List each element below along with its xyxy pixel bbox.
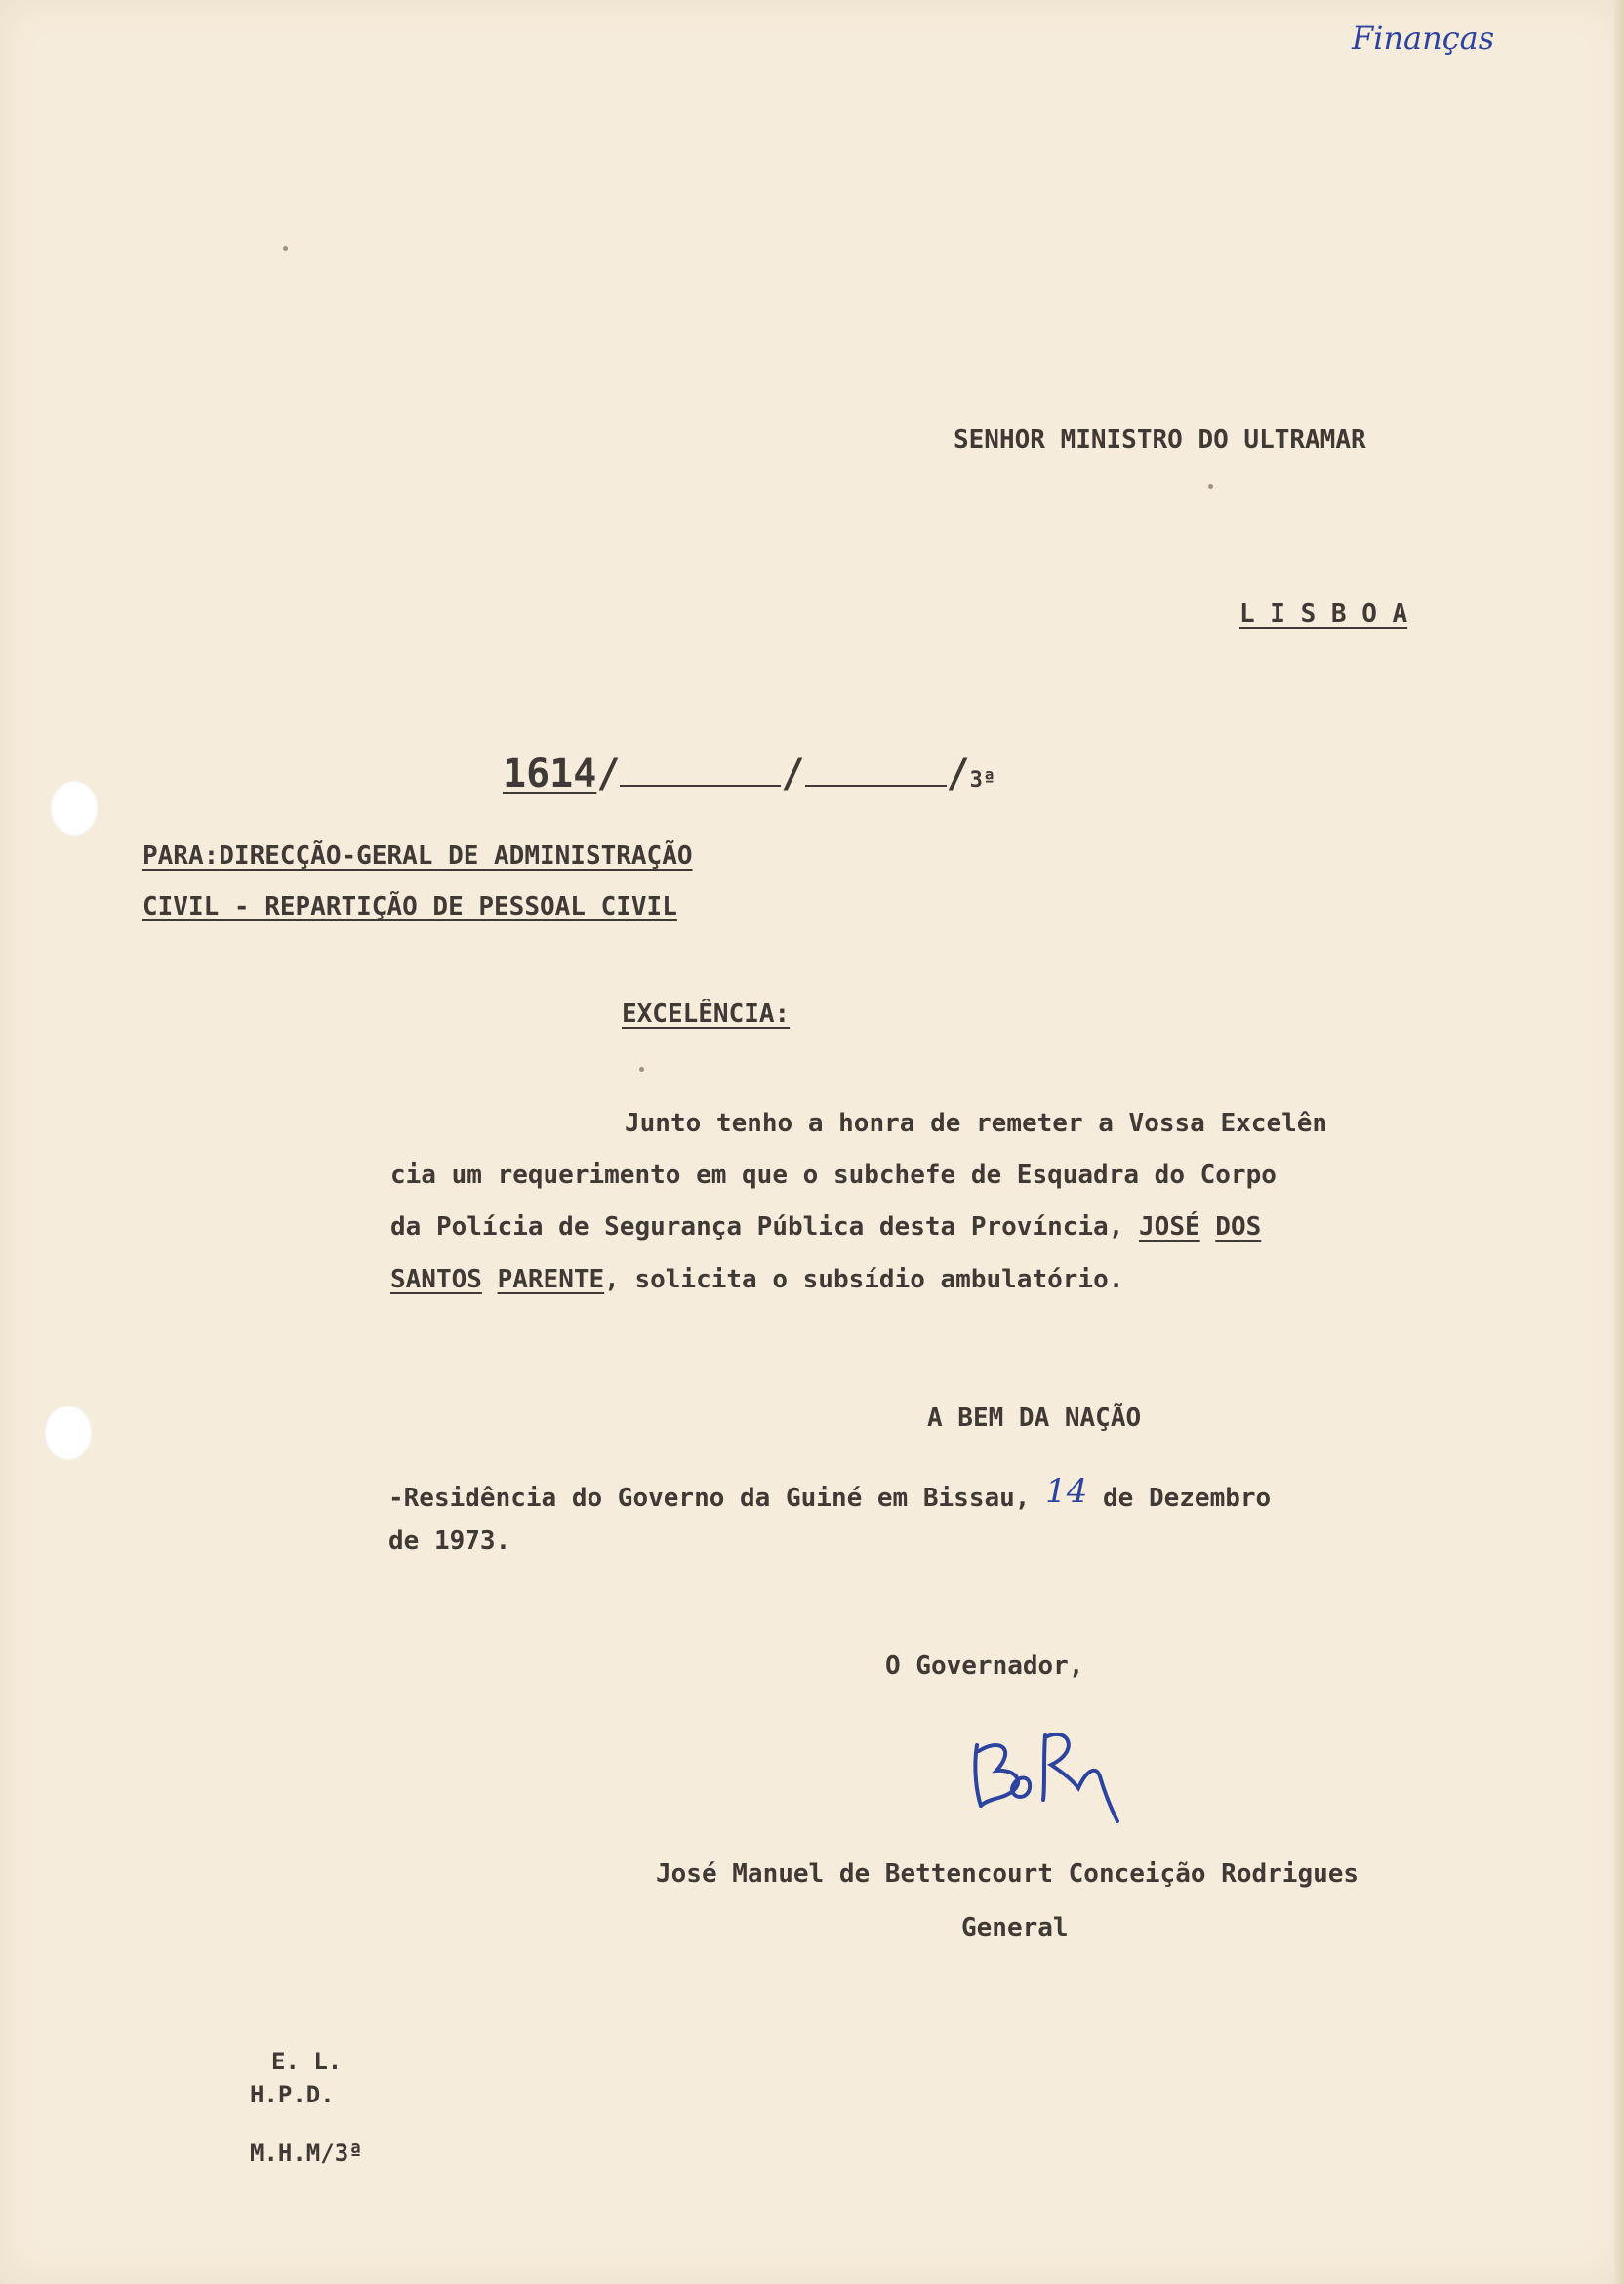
- body-line-1: Junto tenho a honra de remeter a Vossa Excelên: [625, 1109, 1328, 1138]
- paper-speck: [639, 1067, 644, 1072]
- body-line-4: [390, 1265, 1123, 1294]
- paper-speck: [283, 246, 288, 251]
- initials-line-1: E. L.: [271, 2048, 343, 2075]
- signature-icon: [961, 1716, 1137, 1833]
- reference-separator: /: [596, 752, 621, 796]
- body-space: [1200, 1212, 1216, 1242]
- reference-suffix: 3ª: [969, 768, 996, 793]
- initials-line-3: M.H.M/3ª: [250, 2140, 363, 2167]
- initials-line-2: H.P.D.: [250, 2081, 335, 2108]
- body-line-2: cia um requerimento em que o subchefe de Esquadra do Corpo: [390, 1161, 1277, 1190]
- body-line-3: [390, 1212, 1261, 1242]
- signatory-name: José Manuel de Bettencourt Conceição Rodrigues: [656, 1859, 1360, 1889]
- punch-hole-top: [51, 781, 98, 836]
- signatory-rank: General: [961, 1913, 1069, 1942]
- person-name: SANTOS: [390, 1265, 482, 1294]
- reference-separator: /: [781, 752, 805, 796]
- closing-formula: A BEM DA NAÇÃO: [927, 1404, 1142, 1433]
- reference-blank-1: [620, 785, 781, 787]
- punch-hole-bottom: [45, 1406, 92, 1460]
- reference-line: [503, 752, 995, 796]
- body-text: , solicita o subsídio ambulatório.: [604, 1265, 1124, 1294]
- para-line-2: CIVIL - REPARTIÇÃO DE PESSOAL CIVIL: [142, 892, 677, 921]
- reference-number: 1614: [503, 752, 597, 796]
- paper-speck: [1208, 484, 1213, 489]
- signature: [961, 1716, 1137, 1833]
- place-date-line-2: de 1973.: [388, 1527, 511, 1556]
- place-date-text: de Dezembro: [1087, 1484, 1272, 1513]
- handwritten-day: 14: [1045, 1472, 1088, 1511]
- handwritten-annotation: Finanças: [1352, 20, 1495, 57]
- place-date-line-1: [388, 1472, 1272, 1515]
- reference-blank-2: [805, 785, 947, 787]
- place-date-text: -Residência do Governo da Guiné em Bissau,: [388, 1484, 1046, 1513]
- reference-separator: /: [946, 752, 970, 796]
- body-space: [482, 1265, 498, 1294]
- addressee-line: SENHOR MINISTRO DO ULTRAMAR: [954, 426, 1366, 455]
- salutation: EXCELÊNCIA:: [622, 999, 791, 1029]
- addressee-city: L I S B O A: [1239, 599, 1408, 629]
- page-edge: [1614, 0, 1624, 2284]
- person-name: PARENTE: [497, 1265, 605, 1294]
- body-text: da Polícia de Segurança Pública desta Província,: [390, 1212, 1140, 1242]
- person-name: DOS: [1215, 1212, 1262, 1242]
- signatory-title: O Governador,: [885, 1652, 1084, 1681]
- para-line-1: PARA:DIRECÇÃO-GERAL DE ADMINISTRAÇÃO: [142, 841, 693, 871]
- person-name: JOSÉ: [1139, 1212, 1200, 1242]
